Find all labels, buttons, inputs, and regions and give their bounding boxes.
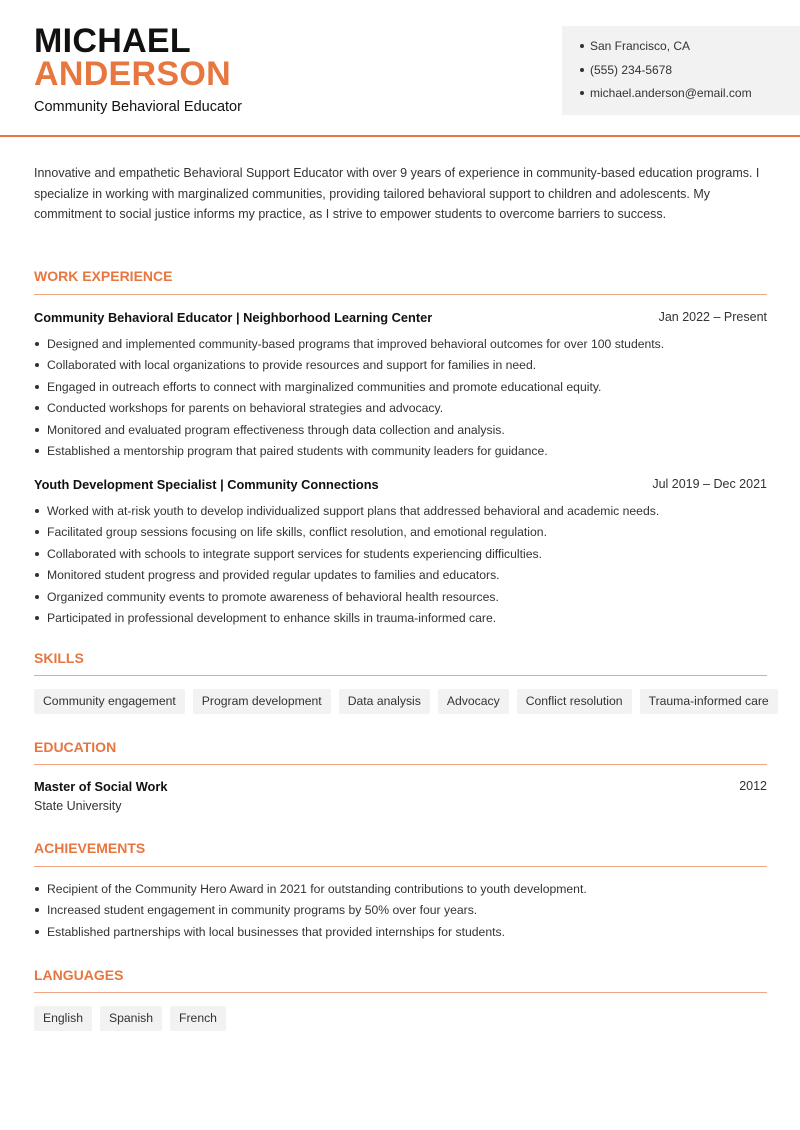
contact-email[interactable]: michael.anderson@email.com [580, 85, 800, 109]
section-divider [34, 764, 767, 765]
contact-location: San Francisco, CA [580, 38, 800, 62]
list-item: Recipient of the Community Hero Award in 2021 for outstanding contributions to youth development. [34, 881, 769, 902]
skill-tag: Trauma-informed care [640, 689, 778, 714]
section-divider [34, 866, 767, 867]
skill-tag: Advocacy [438, 689, 509, 714]
list-item: Established a mentorship program that paired students with community leaders for guidance. [34, 443, 769, 464]
job-bullets-1 [34, 336, 769, 464]
section-title-languages: LANGUAGES [34, 967, 124, 983]
list-item: Engaged in outreach efforts to connect with marginalized communities and promote educational equity. [34, 379, 769, 400]
job-bullets-2 [34, 503, 769, 631]
contact-phone: (555) 234-5678 [580, 62, 800, 86]
summary: Innovative and empathetic Behavioral Support Educator with over 9 years of experience in community-based education programs. I specialize in working with marginalized communities, providing tailored behavioral support to children and adolescents. My commitment to social justice informs my practice, as I strive to empower students to overcome barriers to success. [34, 166, 760, 222]
language-tag: French [170, 1006, 226, 1031]
section-title-skills: SKILLS [34, 650, 84, 666]
skill-tag: Conflict resolution [517, 689, 632, 714]
list-item: Increased student engagement in community programs by 50% over four years. [34, 902, 769, 923]
skill-tag: Program development [193, 689, 331, 714]
list-item: Facilitated group sessions focusing on life skills, conflict resolution, and emotional regulation. [34, 524, 769, 545]
section-title-work: WORK EXPERIENCE [34, 268, 173, 284]
first-name: MICHAEL [34, 22, 191, 60]
list-item: Monitored and evaluated program effectiveness through data collection and analysis. [34, 422, 769, 443]
list-item: Established partnerships with local businesses that provided internships for students. [34, 924, 769, 945]
last-name: ANDERSON [34, 55, 231, 93]
list-item: Designed and implemented community-based programs that improved behavioral outcomes for over 100 students. [34, 336, 769, 357]
list-item: Participated in professional development to enhance skills in trauma-informed care. [34, 610, 769, 631]
job-title: Community Behavioral Educator [34, 99, 242, 115]
section-divider [34, 294, 767, 295]
resume-header [0, 0, 800, 137]
list-item: Conducted workshops for parents on behavioral strategies and advocacy. [34, 400, 769, 421]
achievements-list [34, 881, 769, 945]
education-year: 2012 [739, 779, 767, 793]
contact-box [562, 26, 800, 115]
job-dates-2: Jul 2019 – Dec 2021 [652, 477, 767, 491]
skills-list [34, 689, 778, 714]
section-title-education: EDUCATION [34, 739, 117, 755]
section-divider [34, 992, 767, 993]
list-item: Collaborated with schools to integrate support services for students experiencing difficulties. [34, 546, 769, 567]
list-item: Collaborated with local organizations to provide resources and support for families in need. [34, 357, 769, 378]
languages-list [34, 1006, 226, 1031]
education-degree: Master of Social Work [34, 779, 168, 794]
section-title-achievements: ACHIEVEMENTS [34, 840, 146, 856]
education-school: State University [34, 799, 122, 813]
section-divider [34, 675, 767, 676]
skill-tag: Data analysis [339, 689, 430, 714]
list-item: Organized community events to promote awareness of behavioral health resources. [34, 589, 769, 610]
language-tag: English [34, 1006, 92, 1031]
skill-tag: Community engagement [34, 689, 185, 714]
job-dates-1: Jan 2022 – Present [658, 310, 767, 324]
job-title-1: Community Behavioral Educator | Neighborhood Learning Center [34, 310, 433, 325]
list-item: Worked with at-risk youth to develop individualized support plans that addressed behavioral and academic needs. [34, 503, 769, 524]
language-tag: Spanish [100, 1006, 162, 1031]
job-title-2: Youth Development Specialist | Community Connections [34, 477, 379, 492]
list-item: Monitored student progress and provided regular updates to families and educators. [34, 567, 769, 588]
